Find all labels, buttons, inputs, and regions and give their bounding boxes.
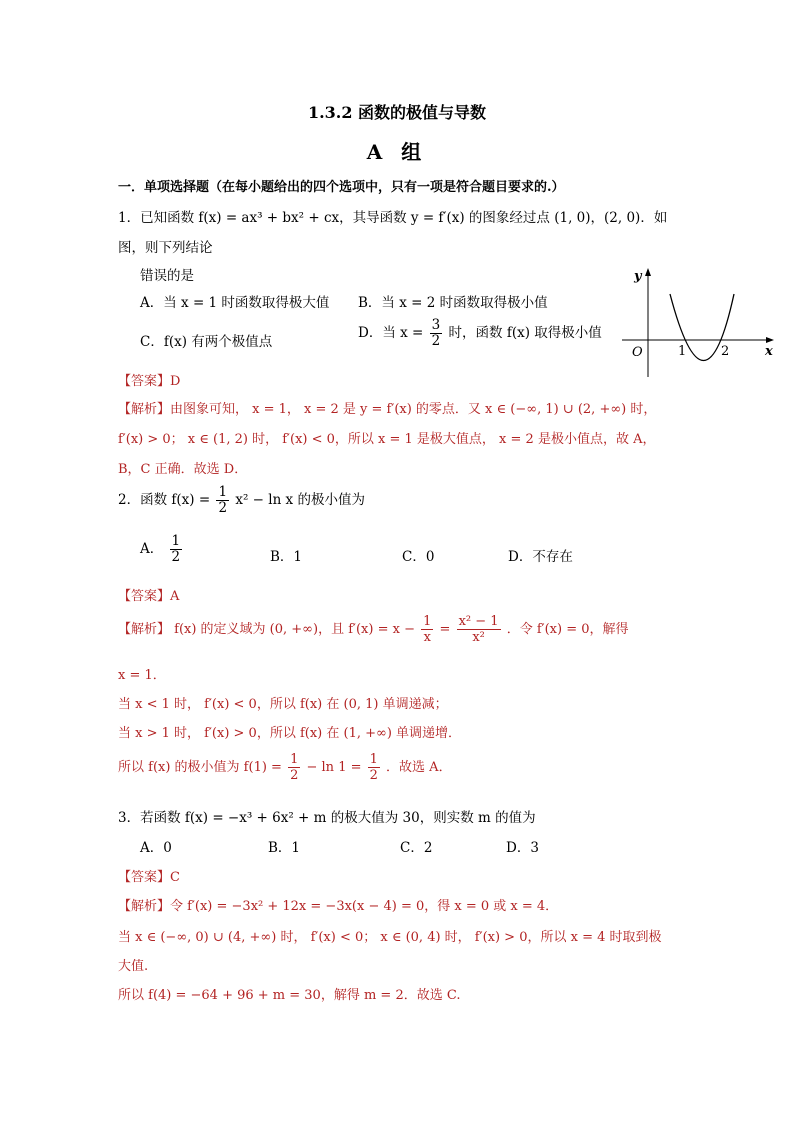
group-heading: A 组 bbox=[366, 140, 428, 164]
q1-option-b: B．当 x = 2 时函数取得极小值 bbox=[358, 295, 548, 311]
q1-stem-line1: 1．已知函数 f(x) = ax³ + bx² + cx，其导函数 y = f′(x) 的图象经过点 (1, 0)，(2, 0)．如 bbox=[118, 210, 668, 226]
fraction-numerator: 1 bbox=[423, 614, 432, 629]
q3-explanation-line1: 【解析】令 f′(x) = −3x² + 12x = −3x(x − 4) = 0，得 x = 0 或 x = 4． bbox=[118, 899, 559, 914]
page-title: 1.3.2 函数的极值与导数 bbox=[307, 103, 487, 122]
q3-stem: 3．若函数 f(x) = −x³ + 6x² + m 的极大值为 30，则实数 m 的值为 bbox=[118, 810, 536, 826]
q1-explanation-line2: f′(x) > 0； x ∈ (1, 2) 时， f′(x) < 0，所以 x = 1 是极大值点， x = 2 是极小值点，故 A， bbox=[118, 432, 656, 447]
q2-exp5-prefix: 所以 f(x) 的极小值为 f(1) = bbox=[118, 760, 282, 775]
q3-explanation-line2: 当 x ∈ (−∞, 0) ∪ (4, +∞) 时， f′(x) < 0； x ∈ (0, 4) 时， f′(x) > 0，所以 x = 4 时取到极 bbox=[118, 930, 662, 945]
q1-option-d bbox=[358, 318, 602, 349]
q2-answer: 【答案】A bbox=[118, 589, 180, 604]
q2-exp1-fraction-2 bbox=[457, 614, 501, 645]
q3-option-d: D．3 bbox=[506, 840, 539, 856]
q2-exp5-fraction-1 bbox=[288, 752, 300, 783]
q2-exp5-middle: − ln 1 = bbox=[306, 760, 362, 775]
q1-option-d-suffix: 时，函数 f(x) 取得极小值 bbox=[448, 325, 602, 341]
q3-explanation-line3: 大值. bbox=[118, 959, 149, 974]
q2-exp5-fraction-2 bbox=[368, 752, 380, 783]
fraction-numerator: 3 bbox=[431, 317, 441, 333]
fraction-denominator: x² bbox=[472, 630, 485, 645]
q2-option-a-label: A． bbox=[140, 541, 164, 557]
fraction-denominator: 2 bbox=[171, 549, 181, 565]
fraction-denominator: 2 bbox=[218, 500, 228, 516]
q3-option-b: B．1 bbox=[268, 840, 301, 856]
q1-stem-line2: 图，则下列结论 bbox=[118, 240, 213, 256]
q2-stem-suffix: x² − ln x 的极小值为 bbox=[235, 492, 365, 508]
q3-option-a: A．0 bbox=[140, 840, 172, 856]
y-axis-arrow bbox=[645, 268, 651, 276]
q3-explanation-line4: 所以 f(4) = −64 + 96 + m = 30，解得 m = 2．故选 C. bbox=[118, 988, 461, 1003]
q2-explanation-line3: 当 x < 1 时， f′(x) < 0，所以 f(x) 在 (0, 1) 单调递减； bbox=[118, 697, 448, 712]
y-axis-label: y bbox=[634, 269, 642, 284]
q1-option-a: A．当 x = 1 时函数取得极大值 bbox=[140, 295, 330, 311]
q2-option-c: C．0 bbox=[402, 549, 435, 565]
q2-explanation-line1 bbox=[118, 614, 629, 645]
tick-label-2: 2 bbox=[721, 344, 730, 359]
q1-answer: 【答案】D bbox=[118, 374, 181, 389]
q2-option-a-fraction bbox=[170, 534, 183, 565]
origin-label: O bbox=[632, 345, 643, 360]
q2-exp1-suffix: ．令 f′(x) = 0，解得 bbox=[506, 622, 629, 637]
q2-stem-prefix: 2．函数 f(x) = bbox=[118, 492, 211, 508]
tick-label-1: 1 bbox=[678, 344, 687, 359]
fraction-numerator: 1 bbox=[218, 484, 228, 500]
fraction-denominator: 2 bbox=[369, 768, 378, 783]
fraction-numerator: 1 bbox=[171, 533, 181, 549]
x-axis-label: x bbox=[765, 344, 773, 359]
x-axis-arrow bbox=[766, 337, 774, 343]
q1-option-c: C．f(x) 有两个极值点 bbox=[140, 334, 273, 350]
q2-exp1-prefix: 【解析】 f(x) 的定义域为 (0, +∞)，且 f′(x) = x − bbox=[118, 622, 415, 637]
q1-explanation-line1: 【解析】由图象可知， x = 1， x = 2 是 y = f′(x) 的零点．又 x ∈ (−∞, 1) ∪ (2, +∞) 时， bbox=[118, 402, 657, 417]
q1-stem-line3: 错误的是 bbox=[140, 268, 194, 284]
q3-option-c: C．2 bbox=[400, 840, 433, 856]
q2-stem-fraction bbox=[216, 485, 229, 516]
q1-explanation-line3: B，C 正确．故选 D． bbox=[118, 462, 248, 477]
fraction-denominator: x bbox=[423, 630, 431, 645]
fraction-numerator: x² − 1 bbox=[458, 614, 499, 629]
q1-option-d-prefix: D．当 x = bbox=[358, 325, 424, 341]
q2-explanation-line5 bbox=[118, 752, 452, 783]
fraction-denominator: 2 bbox=[431, 333, 441, 349]
fraction-numerator: 1 bbox=[369, 752, 378, 767]
derivative-graph bbox=[618, 262, 778, 382]
q1-option-d-fraction bbox=[430, 318, 443, 349]
q3-answer: 【答案】C bbox=[118, 870, 180, 885]
q2-exp1-fraction-1 bbox=[421, 614, 433, 645]
q2-exp1-equals: = bbox=[439, 622, 451, 637]
q2-option-b: B．1 bbox=[270, 549, 303, 565]
fraction-numerator: 1 bbox=[290, 752, 299, 767]
fraction-denominator: 2 bbox=[290, 768, 299, 783]
q2-explanation-line2: x = 1． bbox=[118, 668, 166, 683]
q2-exp5-suffix: ．故选 A． bbox=[386, 760, 452, 775]
q2-option-d: D．不存在 bbox=[508, 549, 573, 565]
q2-stem bbox=[118, 485, 365, 516]
q2-explanation-line4: 当 x > 1 时， f′(x) > 0，所以 f(x) 在 (1, +∞) 单调递增． bbox=[118, 726, 462, 741]
q2-option-a bbox=[140, 534, 184, 565]
section-heading: 一．单项选择题（在每小题给出的四个选项中，只有一项是符合题目要求的.） bbox=[118, 180, 565, 195]
